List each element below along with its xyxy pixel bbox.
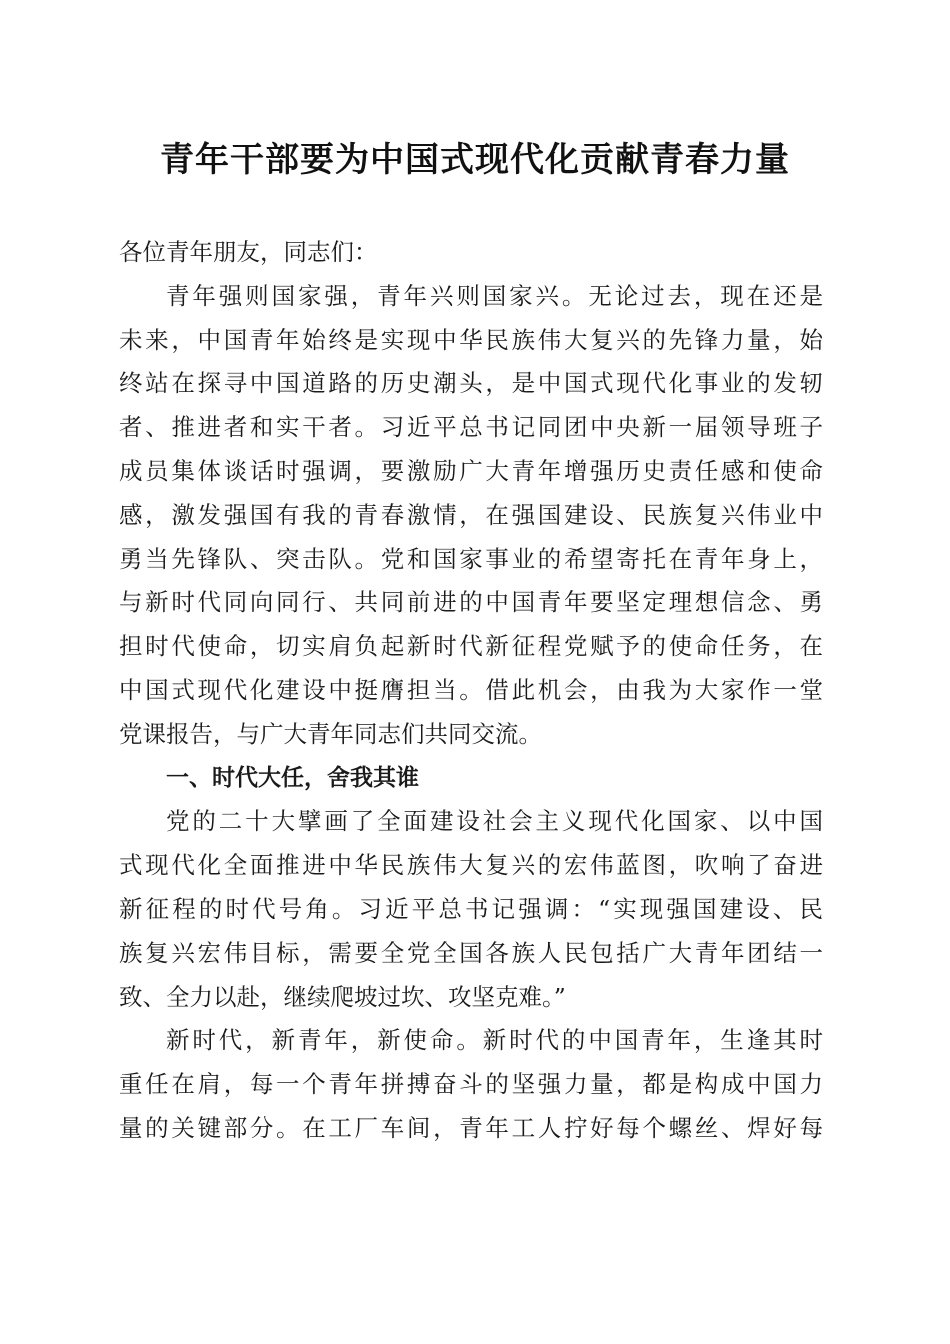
paragraph-line: 党的二十大擘画了全面建设社会主义现代化国家、以中国 [166,807,823,836]
paragraph-line: 量的关键部分。在工厂车间，青年工人拧好每个螺丝、焊好每 [119,1113,823,1142]
paragraph-line: 终站在探寻中国道路的历史潮头，是中国式现代化事业的发轫 [119,369,823,398]
paragraph-line: 式现代化全面推进中华民族伟大复兴的宏伟蓝图，吹响了奋进 [119,851,823,880]
paragraph-line: 勇当先锋队、突击队。党和国家事业的希望寄托在青年身上， [119,544,823,573]
paragraph-line: 者、推进者和实干者。习近平总书记同团中央新一届领导班子 [119,413,823,442]
paragraph-line: 新征程的时代号角。习近平总书记强调：“实现强国建设、民 [119,894,823,923]
document-title: 青年干部要为中国式现代化贡献青春力量 [160,140,790,180]
document-body [119,231,823,1151]
paragraph-line: 青年强则国家强，青年兴则国家兴。无论过去，现在还是 [166,281,823,310]
paragraph-line: 与新时代同向同行、共同前进的中国青年要坚定理想信念、勇 [119,588,823,617]
paragraph-line: 感，激发强国有我的青春激情，在强国建设、民族复兴伟业中 [119,500,823,529]
paragraph-line: 致、全力以赴，继续爬坡过坎、攻坚克难。” [119,982,566,1011]
paragraph-line: 党课报告，与广大青年同志们共同交流。 [119,719,542,748]
paragraph-line: 族复兴宏伟目标，需要全党全国各族人民包括广大青年团结一 [119,938,823,967]
paragraph-line: 成员集体谈话时强调，要激励广大青年增强历史责任感和使命 [119,456,823,485]
paragraph-line: 中国式现代化建设中挺膺担当。借此机会，由我为大家作一堂 [119,675,823,704]
paragraph-line: 重任在肩，每一个青年拼搏奋斗的坚强力量，都是构成中国力 [119,1070,823,1099]
paragraph-line: 担时代使命，切实肩负起新时代新征程党赋予的使命任务，在 [119,632,823,661]
salutation: 各位青年朋友，同志们： [119,238,378,266]
paragraph-line: 未来，中国青年始终是实现中华民族伟大复兴的先锋力量，始 [119,325,823,354]
section-heading: 一、时代大任，舍我其谁 [166,764,419,791]
paragraph-line: 新时代，新青年，新使命。新时代的中国青年，生逢其时 [166,1026,823,1055]
